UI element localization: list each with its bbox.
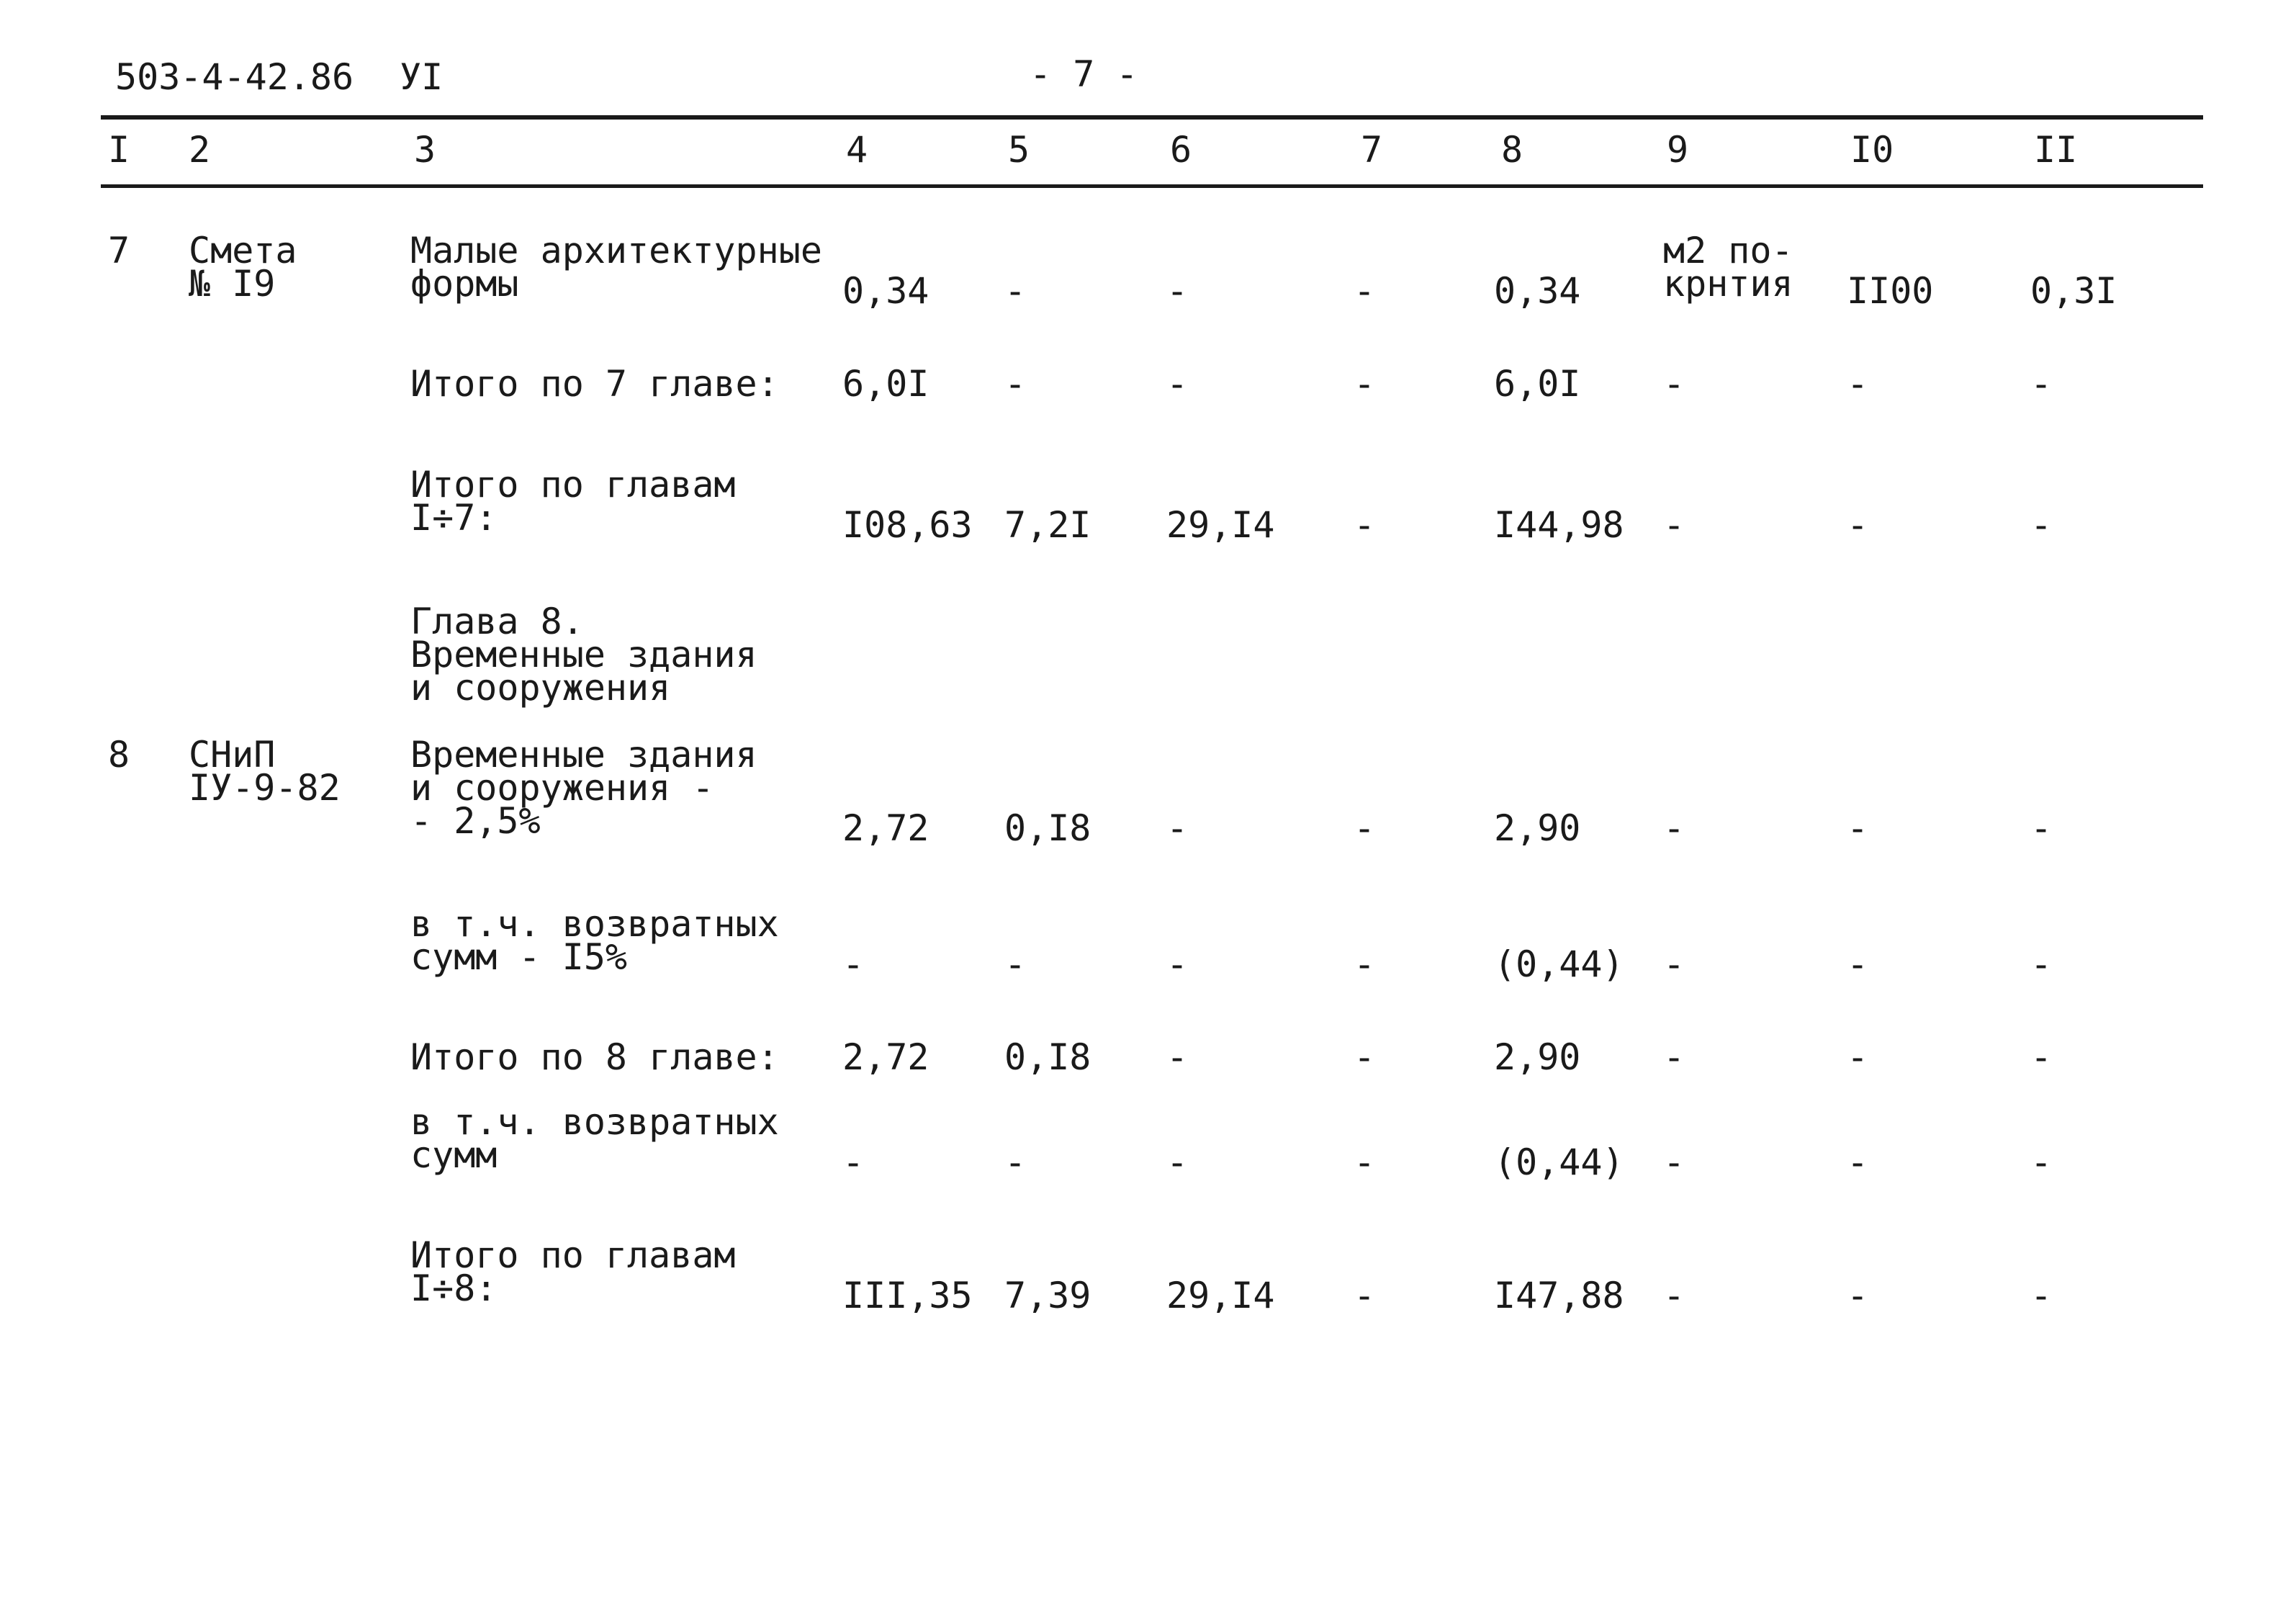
value-col-5: 0,I8 <box>1004 807 1091 849</box>
value-col-11: - <box>2030 1036 2053 1078</box>
value-col-7: - <box>1354 1141 1376 1183</box>
value-col-11: - <box>2030 943 2053 985</box>
column-header-9: 9 <box>1667 129 1689 171</box>
value-col-8: (0,44) <box>1494 1141 1624 1183</box>
row-number: 8 <box>108 734 130 776</box>
value-col-4: 2,72 <box>842 1036 929 1078</box>
value-col-10: - <box>1847 943 1869 985</box>
volume-number: УI <box>400 56 444 98</box>
item-name: формы <box>410 263 519 305</box>
value-col-11: - <box>2030 807 2053 849</box>
value-col-10: - <box>1847 1275 1869 1316</box>
value-col-11: - <box>2030 1141 2053 1183</box>
item-name: и сооружения <box>410 667 671 709</box>
value-col-11: - <box>2030 1275 2053 1316</box>
value-col-10: - <box>1847 504 1869 546</box>
item-name: Итого по 8 главе: <box>410 1036 779 1078</box>
page-number: - 7 - <box>1030 53 1138 95</box>
item-name: Итого по 7 главе: <box>410 363 779 405</box>
value-col-4: I08,63 <box>842 504 973 546</box>
source-reference: № I9 <box>189 263 276 305</box>
value-col-7: - <box>1354 504 1376 546</box>
row-number: 7 <box>108 230 130 271</box>
value-col-10: - <box>1847 1036 1869 1078</box>
value-col-4: - <box>842 943 865 985</box>
document-code: 503-4-42.86 <box>115 56 354 98</box>
item-name: Малые архитектурные <box>410 230 822 271</box>
value-col-10: - <box>1847 1141 1869 1183</box>
column-header-7: 7 <box>1361 129 1383 171</box>
value-col-6: - <box>1166 807 1189 849</box>
value-col-10: - <box>1847 363 1869 405</box>
value-col-10: - <box>1847 807 1869 849</box>
item-name: в т.ч. возвратных <box>410 1101 779 1143</box>
column-header-8: 8 <box>1501 129 1523 171</box>
column-header-4: 4 <box>846 129 868 171</box>
value-col-6: 29,I4 <box>1166 504 1275 546</box>
column-header-11: II <box>2034 129 2078 171</box>
unit-of-measure: - <box>1663 943 1685 985</box>
unit-of-measure: - <box>1663 1036 1685 1078</box>
source-reference: СНиП <box>189 734 276 776</box>
value-col-5: - <box>1004 270 1027 312</box>
column-header-3: 3 <box>414 129 436 171</box>
value-col-7: - <box>1354 270 1376 312</box>
value-col-7: - <box>1354 943 1376 985</box>
value-col-6: - <box>1166 1036 1189 1078</box>
value-col-4: 6,0I <box>842 363 929 405</box>
value-col-11: 0,3I <box>2030 270 2117 312</box>
unit-of-measure: м2 по- <box>1663 230 1793 271</box>
item-name: и сооружения - <box>410 767 714 809</box>
value-col-6: 29,I4 <box>1166 1275 1275 1316</box>
column-header-10: I0 <box>1850 129 1894 171</box>
source-reference: IУ-9-82 <box>189 767 341 809</box>
item-name: Итого по главам <box>410 1234 736 1276</box>
item-name: - 2,5% <box>410 800 541 842</box>
value-col-8: (0,44) <box>1494 943 1624 985</box>
item-name: в т.ч. возвратных <box>410 903 779 945</box>
value-col-7: - <box>1354 363 1376 405</box>
value-col-5: 7,39 <box>1004 1275 1091 1316</box>
unit-of-measure: - <box>1663 504 1685 546</box>
item-name: сумм - I5% <box>410 936 628 978</box>
value-col-4: 0,34 <box>842 270 929 312</box>
column-header-1: I <box>108 129 130 171</box>
value-col-5: 0,I8 <box>1004 1036 1091 1078</box>
value-col-4: - <box>842 1141 865 1183</box>
item-name: Временные здания <box>410 734 757 776</box>
value-col-7: - <box>1354 1036 1376 1078</box>
item-name: Временные здания <box>410 634 757 675</box>
value-col-6: - <box>1166 363 1189 405</box>
value-col-5: 7,2I <box>1004 504 1091 546</box>
value-col-7: - <box>1354 807 1376 849</box>
column-header-6: 6 <box>1170 129 1192 171</box>
header-bottom-rule <box>101 184 2203 188</box>
value-col-8: 2,90 <box>1494 1036 1581 1078</box>
value-col-6: - <box>1166 270 1189 312</box>
column-header-2: 2 <box>189 129 211 171</box>
value-col-8: 6,0I <box>1494 363 1581 405</box>
value-col-4: III,35 <box>842 1275 973 1316</box>
value-col-8: I44,98 <box>1494 504 1624 546</box>
table-top-rule <box>101 115 2203 120</box>
column-header-5: 5 <box>1008 129 1030 171</box>
value-col-10: II00 <box>1847 270 1934 312</box>
value-col-11: - <box>2030 363 2053 405</box>
unit-of-measure: крнтия <box>1663 263 1793 305</box>
value-col-8: I47,88 <box>1494 1275 1624 1316</box>
item-name: Итого по главам <box>410 464 736 506</box>
value-col-5: - <box>1004 1141 1027 1183</box>
source-reference: Смета <box>189 230 297 271</box>
item-name: сумм <box>410 1134 498 1176</box>
unit-of-measure: - <box>1663 1275 1685 1316</box>
unit-of-measure: - <box>1663 363 1685 405</box>
value-col-6: - <box>1166 943 1189 985</box>
value-col-11: - <box>2030 504 2053 546</box>
value-col-8: 0,34 <box>1494 270 1581 312</box>
unit-of-measure: - <box>1663 807 1685 849</box>
value-col-7: - <box>1354 1275 1376 1316</box>
value-col-5: - <box>1004 943 1027 985</box>
item-name: I÷8: <box>410 1267 498 1309</box>
unit-of-measure: - <box>1663 1141 1685 1183</box>
value-col-4: 2,72 <box>842 807 929 849</box>
item-name: Глава 8. <box>410 601 584 642</box>
value-col-6: - <box>1166 1141 1189 1183</box>
value-col-5: - <box>1004 363 1027 405</box>
value-col-8: 2,90 <box>1494 807 1581 849</box>
item-name: I÷7: <box>410 497 498 539</box>
